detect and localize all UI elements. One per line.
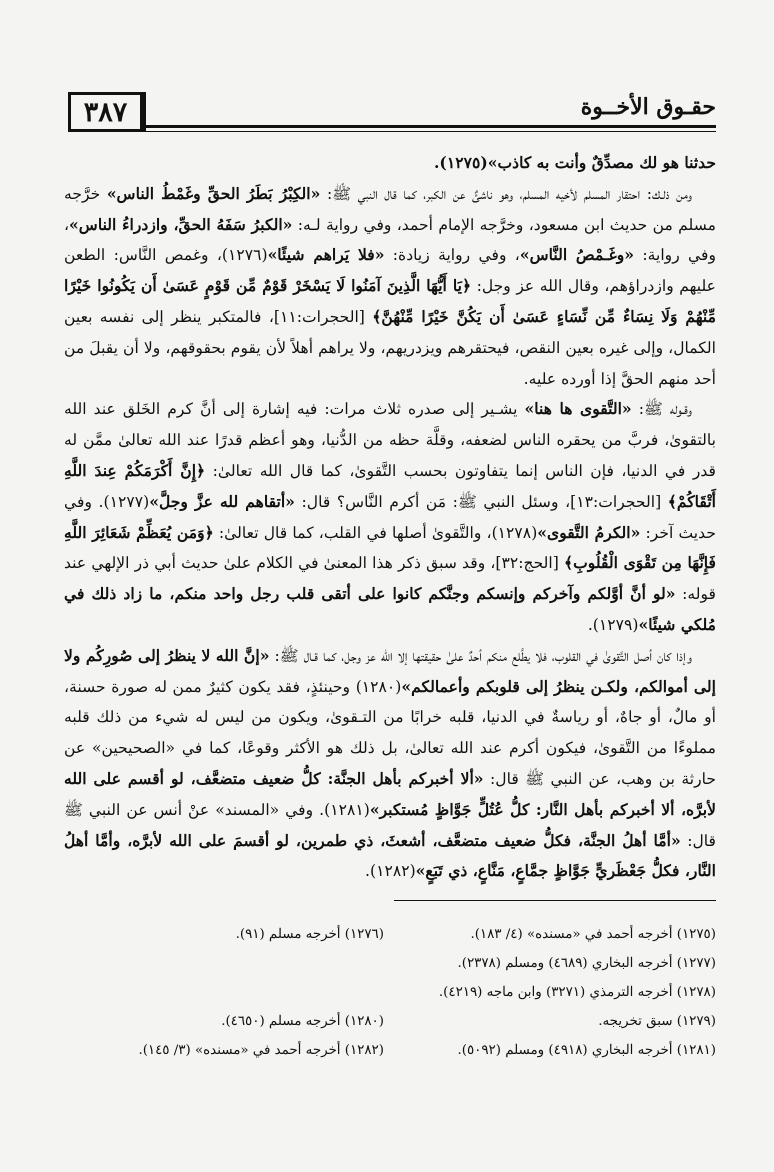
footnote: (١٢٧٩) سبق تخريجه. [598, 1014, 716, 1029]
footnote: (١٢٧٧) أخرجه البخاري (٤٦٨٩) ومسلم (٢٣٧٨). [457, 956, 716, 971]
quran-verse: ﴿إِنَّ أَكْرَمَكُمْ عِندَ اللَّهِ أَتْقَاكُمْ﴾ [64, 460, 716, 511]
footnote-row [64, 1036, 716, 1065]
footnote-row [64, 1007, 716, 1036]
footnote-row [64, 920, 716, 949]
hadith-quote: «ألا أخبركم بأهل الجنَّة: كلُّ ضعيف متضعَّف، لو أقسم على الله لأبرَّه، ألا أخبركم بأهل النَّار: كلُّ عُتُلٍّ جَوَّاظٍ مُستكبر» [64, 768, 717, 819]
hadith-quote: «التَّقوى ها هنا» [524, 399, 632, 419]
text-run: ومن ذلـك: احتقار المسلم لأخيه المسلم، وهو ناشئٌ عن الكبر، كما قال النبي ﷺ: [320, 184, 693, 203]
footnote: (١٢٨١) أخرجه البخاري (٤٩١٨) ومسلم (٥٠٩٢). [457, 1043, 716, 1058]
footnote-row [64, 949, 716, 978]
footnote-rule [394, 900, 716, 901]
text-run: ، وفي رواية زيادة: [384, 246, 520, 265]
text-run: وإذا كان أصل التَّقوىٰ في القلوب، فلا يطَّلع منكم أحدٌ علىٰ حقيقتها إلا الله عز وجل، كما قـال ﷺ: [269, 646, 692, 665]
hadith-quote: «أتقاهم لله عزَّ وجلَّ» [149, 491, 295, 511]
page-header [68, 92, 716, 134]
footnotes [64, 920, 716, 1065]
footnote: (١٢٧٨) أخرجه الترمذي (٣٢٧١) وابن ماجه (٤٢١٩). [438, 985, 716, 1000]
hadith-quote: «الكرمُ التَّقوى» [537, 522, 641, 542]
paragraph-2 [64, 179, 716, 395]
footnote: (١٢٨٠) أخرجه مسلم (٤٦٥٠). [221, 1014, 384, 1029]
text-run: وقـوله ﷺ: [631, 400, 693, 419]
header-rule-thin [146, 131, 716, 132]
hadith-quote: «أمَّا أهلُ الجنَّة، فكلُّ ضعيف متضعَّف، أشعثَ، ذي طمرين، لو أقسمَ على الله لأبرَّه، وأمَّا أهلُ النَّار، فكلُّ جَعْظَريٍّ جَوَّاظٍ جمَّاعٍ، مَنَّاعٍ، ذي تَبَعٍ» [64, 830, 716, 881]
footnote: (١٢٨٢) أخرجه أحمد في «مسنده» (٣/ ١٤٥). [138, 1043, 384, 1058]
hadith-quote: «الكبرُ سَفَهُ الحقِّ، وازدراءُ الناس» [69, 214, 293, 234]
hadith-quote: «إنَّ الله لا ينظرُ إلى صُورِكُم ولا إلى أموالكم، ولكـن ينظرُ إلى قلوبكم وأعمالكم» [64, 645, 716, 696]
paragraph-4 [64, 641, 716, 887]
footnote: (١٢٧٦) أخرجه مسلم (٩١). [235, 927, 384, 942]
text-run: خرَّجه مسلم من حديث ابن مسعود، وخرَّجه الإمام أحمد، وفي رواية لـه: [64, 184, 716, 234]
quran-verse: ﴿وَمَن يُعَظِّمْ شَعَائِرَ اللَّهِ فَإِنَّهَا مِن تَقْوَى الْقُلُوبِ﴾ [64, 522, 716, 573]
text-run: [الحجرات:١١]، فالمتكبر ينظر إلى نفسه بعين الكمال، وإلى غيره بعين النقص، فيحتقرهم ويزدريهم، ولا يراهم أهلاً لأن يقوم بحقوقهم، ولا أن يقبلَ من أحد منهم الحقَّ إذا أورده عليه. [64, 307, 716, 388]
running-title: حقـوق الأخــوة [580, 94, 716, 120]
text-run: يشـير إلى صدره ثلاث مرات: فيه إشارة إلى أنَّ كرم الخَلق عند الله بالتقوىٰ، فربَّ من يحقره الناس لضعفه، وقلَّة حظه من الدُّنيا، وهو أعظم قدرًا عند الله تعالىٰ ممَّن له قدر في الدنيا، فإن الناس إنما يتفاوتون بحسب التَّقوىٰ، كما قال الله تعالىٰ: [64, 400, 716, 480]
hadith-quote: «لو أنَّ أوَّلكم وآخركم وإنسكم وجنَّكم كانوا على أتقى قلب رجل واحد منكم، ما زاد ذلك في مُلكي شيئًا» [64, 584, 716, 634]
paragraph-1 [64, 148, 716, 179]
text-run: (١٢٨٢). [365, 862, 416, 881]
main-text [64, 148, 716, 887]
footnote: (١٢٧٥) أخرجه أحمد في «مسنده» (٤/ ١٨٣). [470, 927, 716, 942]
text-run: (١٢٧٧). وفي حديث آخر: [64, 492, 716, 542]
text-run: (١٢٧٩). [587, 615, 639, 634]
hadith-quote: «وغَـمْصُ النَّاس» [519, 245, 635, 265]
footnote-row [64, 978, 716, 1007]
text-run: (١٢٧٦)، وغمص النَّاس: الطعن عليهم وازدراؤهم، وقال الله عز وجل: [64, 246, 716, 296]
hadith-quote: «الكِبْرُ بَطَرُ الحقِّ وغَمْطُ الناس» [106, 183, 321, 203]
text-run: [الحجرات:١٣]، وسئل النبي ﷺ: مَن أكرم النَّاس؟ قال: [294, 492, 668, 511]
text-run: [الحج:٣٢]، وقد سبق ذكر هذا المعنىٰ في الكلام علىٰ حديث أبي ذر الإلهي عند قوله: [64, 554, 716, 604]
header-rule-thick [146, 125, 716, 128]
page-number: ٣٨٧ [68, 92, 146, 132]
hadith-quote: حدثنا هو لك مصدِّقٌ وأنت به كاذب»(١٢٧٥). [434, 153, 716, 172]
text-run: (١٢٨١). وفي «المسند» عنْ أنس عن النبي ﷺ قال: [64, 800, 716, 850]
text-run: ، وفي رواية: [64, 215, 717, 265]
text-run: (١٢٧٨)، والتَّقوىٰ أصلها في القلب، كما قال تعالىٰ: [213, 523, 538, 542]
quran-verse: ﴿يَا أَيُّهَا الَّذِينَ آمَنُوا لَا يَسْخَرْ قَوْمٌ مِّن قَوْمٍ عَسَىٰ أَن يَكُونُوا خَيْرًا مِّنْهُمْ وَلَا نِسَاءٌ مِّن نِّسَاءٍ عَسَىٰ أَن يَكُنَّ خَيْرًا مِّنْهُنَّ﴾ [64, 276, 716, 326]
text-run: (١٢٨٠) وحينئذٍ، فقد يكون كثيرٌ ممن له صورة حسنة، أو مالٌ، أو جاهٌ، أو رياسةٌ في الدنيا، قلبه خرابًا من التـقوىٰ، ويكون من ليس له شيء من ذلك قلبه مملوءًا من التَّقوىٰ، فيكون أكرم عند الله تعالىٰ، بل ذلك هو الأكثر وقوعًا، كما في «الصحيحين» عن حارثة بن وهب، عن النبي ﷺ قال: [64, 677, 716, 788]
hadith-quote: «فلا يَراهم شيئًا» [267, 245, 385, 265]
paragraph-3 [64, 394, 716, 640]
